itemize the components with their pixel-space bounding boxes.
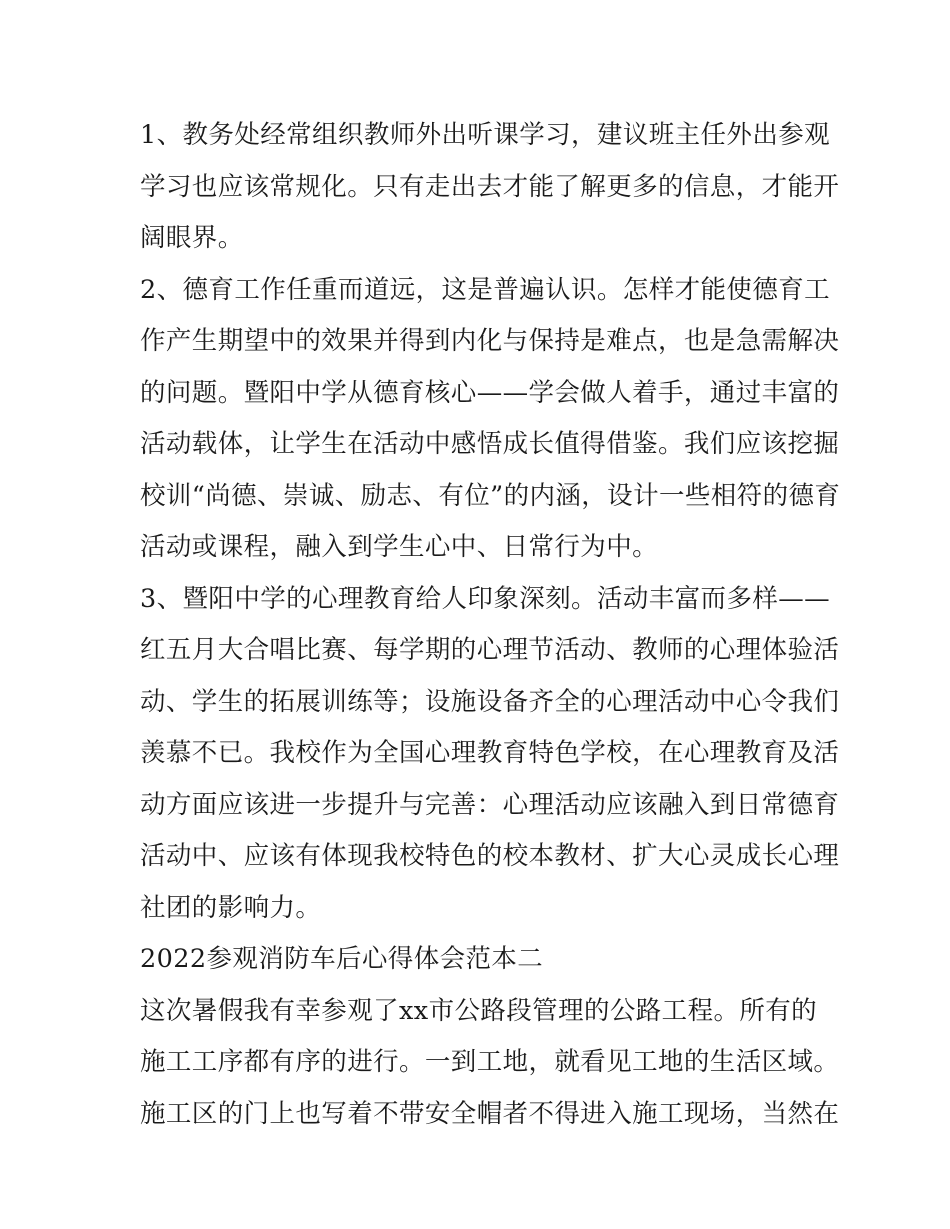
text-line: 施工工序都有序的进行。一到工地，就看见工地的生活区域。 [140, 1047, 840, 1077]
text-line: 社团的影响力。 [140, 892, 322, 923]
text-line: 作产生期望中的效果并得到内化与保持是难点，也是急需解决 [140, 326, 840, 356]
text-line: 活动或课程，融入到学生心中、日常行为中。 [140, 532, 659, 562]
text-line: 3、暨阳中学的心理教育给人印象深刻。活动丰富而多样—— [140, 583, 831, 614]
section-heading: 2022参观消防车后心得体会范本二 [140, 944, 544, 974]
text-line: 校训“尚德、崇诚、励志、有位”的内涵，设计一些相符的德育 [140, 480, 841, 511]
text-line: 活动载体，让学生在活动中感悟成长值得借鉴。我们应该挖掘 [140, 429, 840, 459]
text-line: 红五月大合唱比赛、每学期的心理节活动、教师的心理体验活 [140, 635, 840, 665]
text-line: 羡慕不已。我校作为全国心理教育特色学校，在心理教育及活 [140, 738, 840, 768]
text-line: 2、德育工作任重而道远，这是普遍认识。怎样才能使德育工 [140, 274, 831, 305]
text-line: 阔眼界。 [140, 223, 244, 253]
text-line: 学习也应该常规化。只有走出去才能了解更多的信息，才能开 [140, 171, 840, 202]
text-line: 1、教务处经常组织教师外出听课学习，建议班主任外出参观 [140, 120, 831, 150]
text-line: 动方面应该进一步提升与完善：心理活动应该融入到日常德育 [140, 789, 840, 820]
text-line: 动、学生的拓展训练等；设施设备齐全的心理活动中心令我们 [140, 686, 840, 717]
text-line: 这次暑假我有幸参观了xx市公路段管理的公路工程。所有的 [140, 995, 818, 1026]
document-body [140, 110, 841, 1140]
text-line: 活动中、应该有体现我校特色的校本教材、扩大心灵成长心理 [140, 841, 840, 871]
text-line: 施工区的门上也写着不带安全帽者不得进入施工现场，当然在 [140, 1098, 840, 1129]
text-line: 的问题。暨阳中学从德育核心——学会做人着手，通过丰富的 [140, 377, 840, 408]
